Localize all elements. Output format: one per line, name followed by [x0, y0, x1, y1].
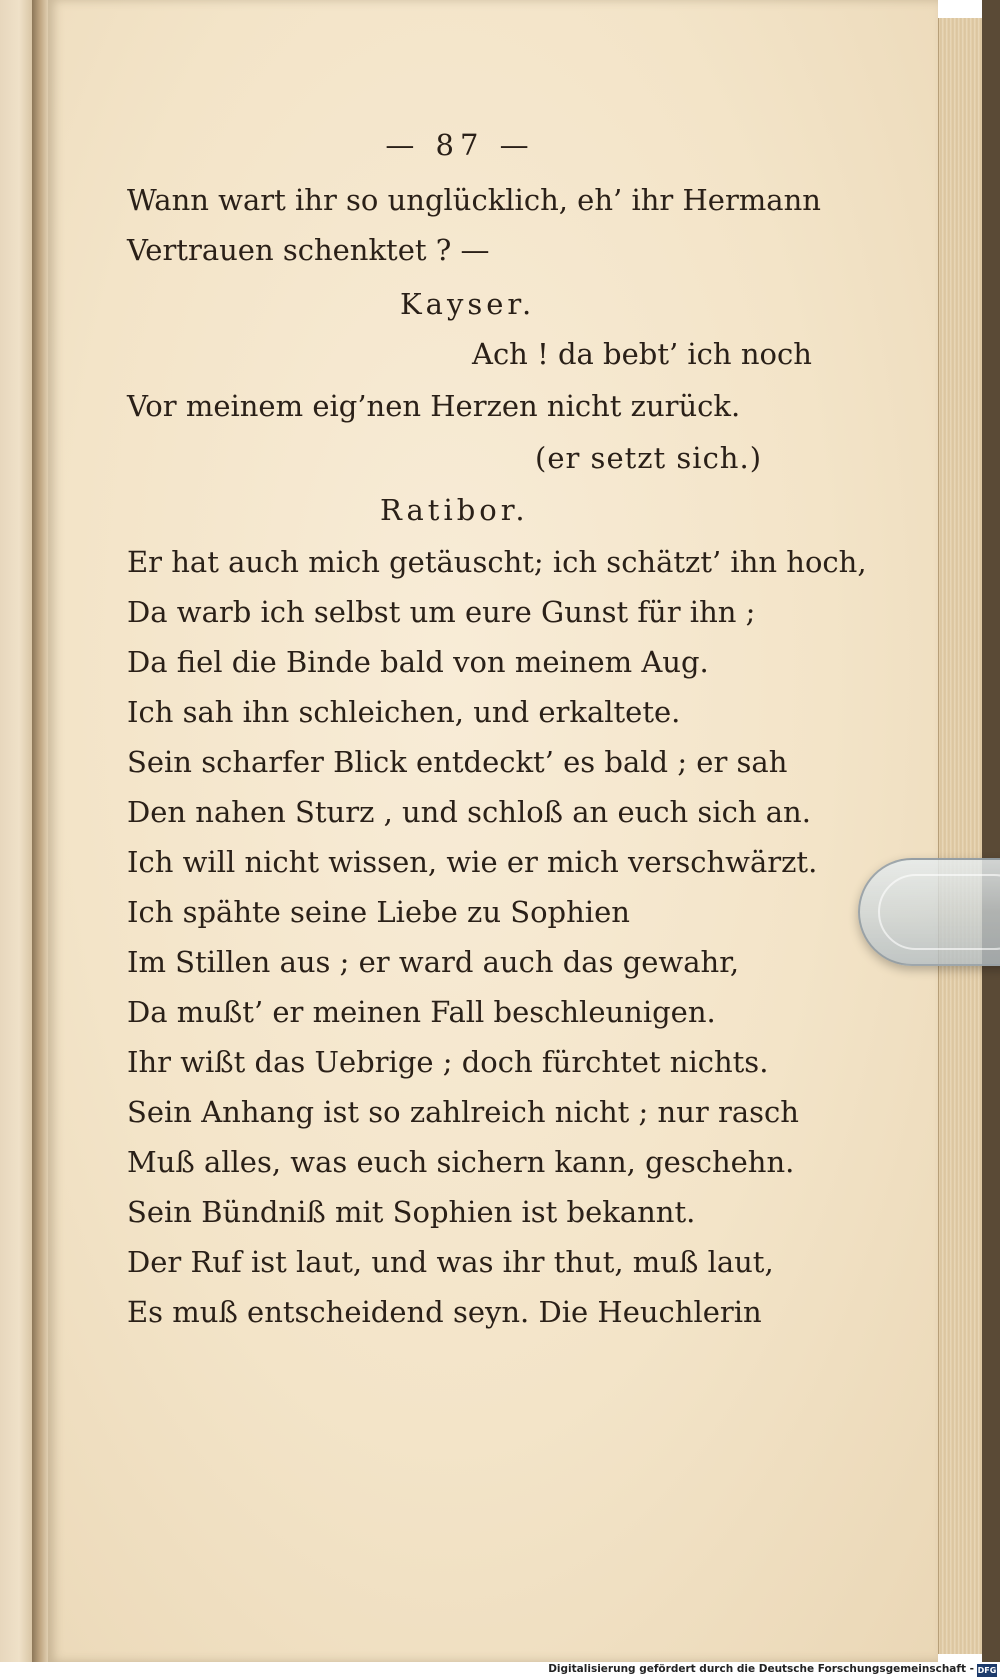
text-line: Es muß entscheidend seyn. Die Heuchlerin: [127, 1295, 762, 1329]
text-line: Da fiel die Binde bald von meinem Aug.: [127, 645, 709, 679]
text-line: Da warb ich selbst um eure Gunst für ihn ;: [127, 595, 756, 629]
text-line: Den nahen Sturz , und schloß an euch sich an.: [127, 795, 811, 829]
text-line: Ich spähte seine Liebe zu Sophien: [127, 895, 630, 929]
text-line: Der Ruf ist laut, und was ihr thut, muß laut,: [127, 1245, 774, 1279]
text-line: Wann wart ihr so unglücklich, eh’ ihr Hermann: [127, 183, 821, 217]
text-line: Im Stillen aus ; er ward auch das gewahr,: [127, 945, 740, 979]
text-line: Sein Anhang ist so zahlreich nicht ; nur rasch: [127, 1095, 799, 1129]
page-number: — 87 —: [385, 128, 535, 162]
footer-bar: [0, 1662, 1000, 1680]
glass-page-weight: [858, 858, 1000, 966]
footer-credit: Digitalisierung gefördert durch die Deutsche Forschungsgemeinschaft -: [548, 1663, 974, 1675]
stage-direction: (er setzt sich.): [535, 441, 763, 475]
page-stack-edge: [938, 18, 986, 1654]
speaker-name: Kayser.: [400, 287, 536, 321]
background-strip: [982, 0, 1000, 1662]
text-line: Vor meinem eig’nen Herzen nicht zurück.: [127, 389, 741, 423]
speaker-name: Ratibor.: [380, 493, 529, 527]
previous-page-edge: [0, 0, 34, 1662]
text-line: Ihr wißt das Uebrige ; doch fürchtet nichts.: [127, 1045, 769, 1079]
text-line: Muß alles, was euch sichern kann, geschehn.: [127, 1145, 795, 1179]
text-line: Vertrauen schenktet ? —: [127, 233, 490, 267]
text-line: Ich will nicht wissen, wie er mich verschwärzt.: [127, 845, 818, 879]
text-line: Da mußt’ er meinen Fall beschleunigen.: [127, 995, 716, 1029]
text-line: Sein Bündniß mit Sophien ist bekannt.: [127, 1195, 696, 1229]
glass-highlight: [878, 874, 1000, 950]
text-line: Ach ! da bebt’ ich noch: [472, 337, 812, 371]
text-line: Er hat auch mich getäuscht; ich schätzt’ ihn hoch,: [127, 545, 867, 579]
text-line: Sein scharfer Blick entdeckt’ es bald ; er sah: [127, 745, 788, 779]
dfg-logo-icon: DFG: [977, 1666, 997, 1675]
text-line: Ich sah ihn schleichen, und erkaltete.: [127, 695, 681, 729]
